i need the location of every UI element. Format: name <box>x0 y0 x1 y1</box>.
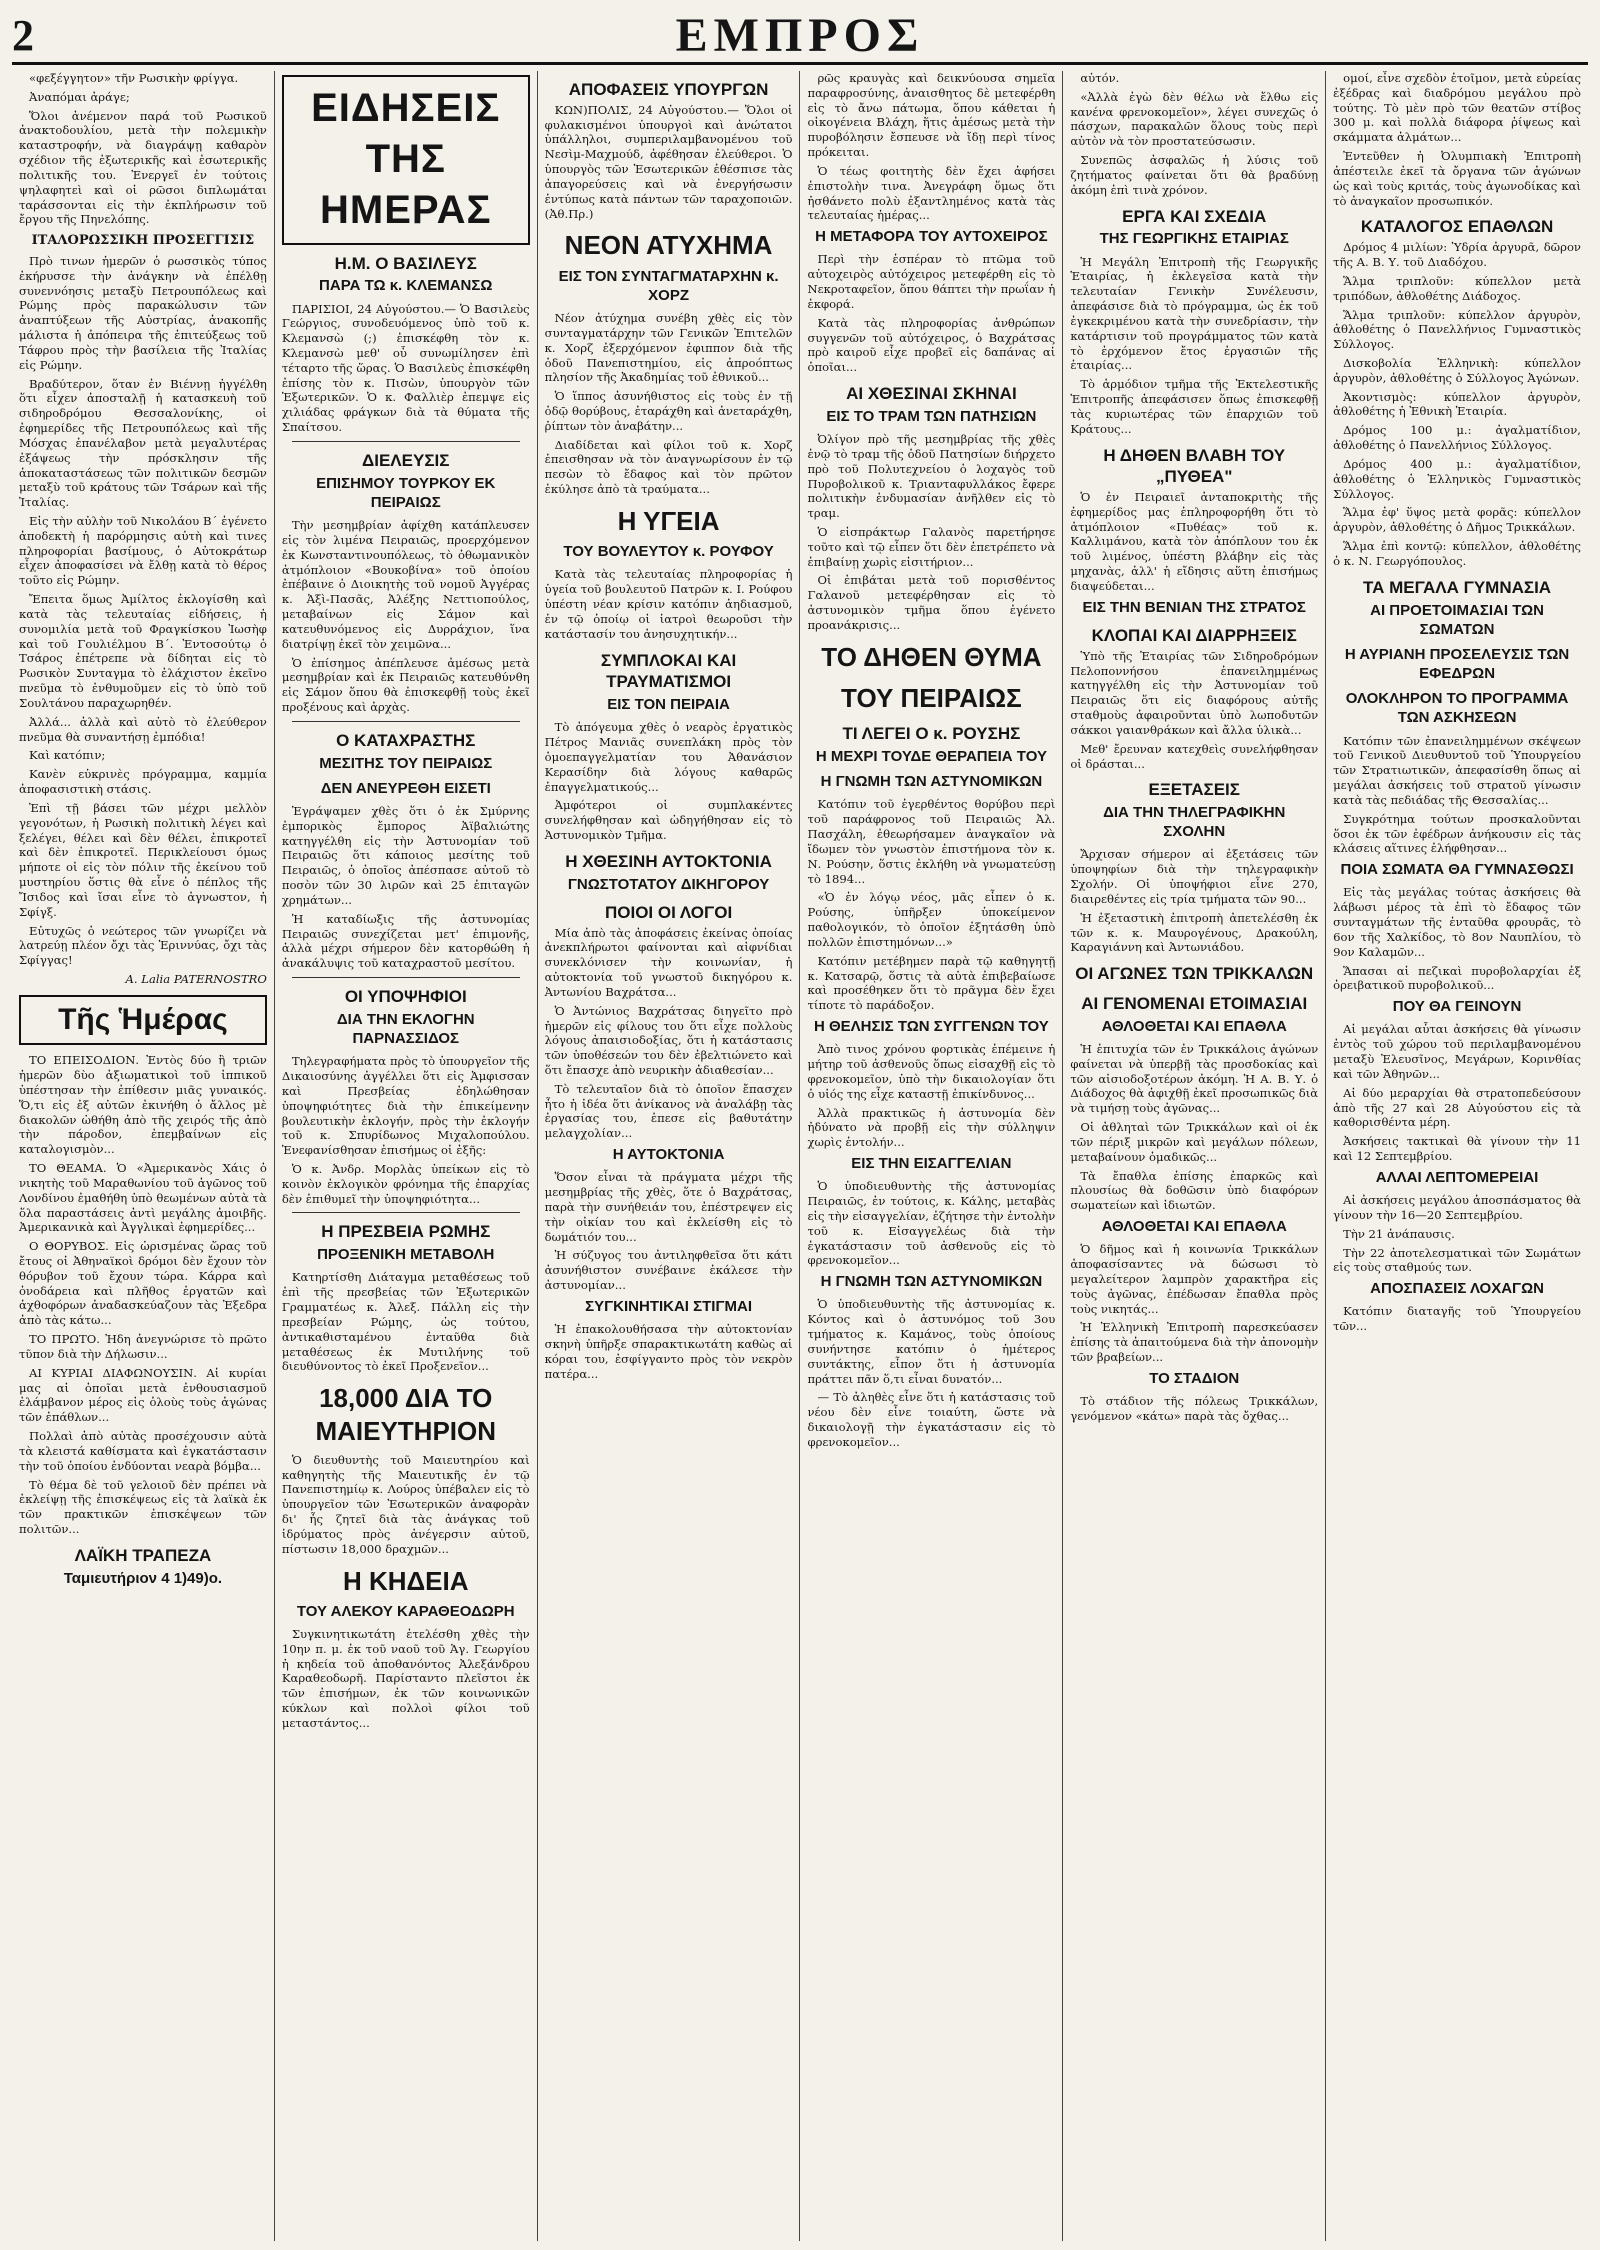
article-paragraph: Δισκοβολία Ἑλληνικὴ: κύπελλον ἀργυρὸν, ἀθλοθέτης ὁ Σύλλογος Ἀγώνων. <box>1333 356 1581 385</box>
subheadline: ΕΙΣ ΤΟΝ ΣΥΝΤΑΓΜΑΤΑΡΧΗΝ κ. ΧΟΡΖ <box>558 267 779 304</box>
divider <box>292 441 520 442</box>
headline: ΑΘΛΟΘΕΤΑΙ ΚΑΙ ΕΠΑΘΛΑ <box>1101 1218 1287 1236</box>
headline: Η ΚΗΔΕΙΑ <box>342 1565 469 1596</box>
article-paragraph: Τὸ στάδιον τῆς πόλεως Τρικκάλων, γενόμενον «κάτω» παρὰ τὰς ὄχθας... <box>1070 1394 1319 1423</box>
article-paragraph: Ἅλμα ἐφ' ὕψος μετὰ φορᾶς: κύπελλον ἀργυρὸν, ἀθλοθέτης ὁ Δῆμος Τρικκάλων. <box>1333 505 1581 535</box>
article-paragraph: Τὰ ἔπαθλα ἐπίσης ἐπαρκῶς καὶ πλουσίως θὰ δοθῶσιν ὑπὸ διαφόρων σωματείων καὶ ἰδιωτῶν. <box>1070 1168 1319 1213</box>
subheadline: ΠΟΙΟΙ ΟΙ ΛΟΓΟΙ <box>604 902 733 922</box>
article-paragraph: Συγκινητικωτάτη ἐτελέσθη χθὲς τὴν 10ην π. μ. ἐκ τοῦ ναοῦ τοῦ Ἁγ. Γεωργίου ἡ κηδεία τοῦ ἀποθανόντος Ἀλεξάνδρου Καραθεοδωρῆ. Παρίσταντο πλεῖστοι ἐκ τῶν ἐπισήμων, ἐκ τῶν κοινωνικῶν κύκλων καὶ πολλοὶ φίλοι τοῦ μεταστάντος... <box>281 1627 530 1730</box>
headline: Ο ΚΑΤΑΧΡΑΣΤΗΣ <box>336 730 476 750</box>
article-paragraph: Οἱ ἐπιβάται μετὰ τοῦ πορισθέντος Γαλανοῦ μετεφέρθησαν εἰς τὸ ἀστυνομικὸν τμῆμα ὅπου ἐγένετο προανάκρισις... <box>807 573 1056 632</box>
subheadline: ΓΝΩΣΤΟΤΑΤΟΥ ΔΙΚΗΓΟΡΟΥ <box>567 875 770 893</box>
article-paragraph: Ὁ κ. Ἀνδρ. Μορλὰς ὑπείκων εἰς τὸ κοινὸν ἐκλογικὸν φρόνημα τῆς ἐπαρχίας δὲν ἐπιθυμεῖ τὴν ὑποψηφιότητα... <box>281 1162 530 1206</box>
headline: ΤΟ ΣΤΑΔΙΟΝ <box>1149 1369 1240 1387</box>
article-paragraph: Ἅλμα τριπλοῦν: κύπελλον ἀργυρὸν, ἀθλοθέτης ὁ Πανελλήνιος Γυμναστικὸς Σύλλογος. <box>1333 307 1581 352</box>
subheadline: ΤΟΥ ΑΛΕΚΟΥ ΚΑΡΑΘΕΟΔΩΡΗ <box>296 1602 515 1620</box>
article-paragraph: Ὁ ἐν Πειραιεῖ ἀνταποκριτὴς τῆς ἐφημερίδος μας ἐπληροφορήθη ὅτι τὸ ἀτμόπλοιον «Πυθέας» τοῦ κ. Καλλιμάνου, κατὰ τὸν ἀπόπλουν του ἐκ τοῦ λιμένος, ὑπέστη βλάβην εἰς τὰς μηχανὰς, ἀλλ' ἡ εἴδησις αὕτη ἐπισήμως διαψεύδεται... <box>1070 490 1319 593</box>
subheadline: ΟΛΟΚΛΗΡΟΝ ΤΟ ΠΡΟΓΡΑΜΜΑ ΤΩΝ ΑΣΚΗΣΕΩΝ <box>1345 690 1569 727</box>
section-main-title: ΕΙΔΗΣΕΙΣ ΤΗΣ ΗΜΕΡΑΣ <box>282 75 530 245</box>
section-heading: ΙΤΑΛΟΡΩΣΣΙΚΗ ΠΡΟΣΕΓΓΙΣΙΣ <box>31 233 255 249</box>
headline: Η ΓΝΩΜΗ ΤΩΝ ΑΣΤΥΝΟΜΙΚΩΝ <box>820 1273 1043 1291</box>
article-paragraph: Καὶ κατόπιν; <box>29 748 106 763</box>
article-paragraph: Αἱ ἀσκήσεις μεγάλου ἀποσπάσματος θὰ γίνουν τὴν 16—20 Σεπτεμβρίου. <box>1333 1193 1581 1222</box>
article-paragraph: ΤΟ ΠΡΩΤΟ. Ἠδη ἀνεγνώρισε τὸ πρῶτο τῦπον διὰ τὴν Δήλωσιν... <box>19 1332 267 1361</box>
subheadline: ΕΙΣ ΤΟ ΤΡΑΜ ΤΩΝ ΠΑΤΗΣΙΩΝ <box>826 407 1037 425</box>
article-paragraph: Ἅλμα ἐπὶ κοντῷ: κύπελλον, ἀθλοθέτης ὁ κ. Ν. Γεωργόπουλος. <box>1333 539 1581 568</box>
article-paragraph: Ἔπειτα ὅμως Ἀμίλτος ἐκλογίσθη καὶ κατὰ τὰς τελευταίας εἰδήσεις, ἡ συνομιλία μετὰ τοῦ Φραγκίσκου Ἰωσὴφ καὶ τοῦ Γουλιέλμου Β΄. Ἐντοσούτῳ ὁ Τσάρος ἐπέτρεπε νὰ δίδηται εἰς τὸ Ρωσικὸν Συνταγμα τὸ ἐλάχιστον ἐκεῖνο πνεῦμα τὸ ἐνθυμοῦμεν εἰς τὸ ὑπὸ τοῦ Σουλτάνου παραχωρηθέν. <box>19 592 267 710</box>
article-paragraph: Συγκρότημα τούτων προσκαλοῦνται ὅσοι ἐκ τῶν ἐφέδρων ἀνήκουσιν εἰς τὰς κλάσεις αἵτινες ἐλήφθησαν... <box>1333 811 1581 856</box>
subheadline: ΔΕΝ ΑΝΕΥΡΕΘΗ ΕΙΣΕΤΙ <box>320 779 491 797</box>
subheadline: ΚΛΟΠΑΙ ΚΑΙ ΔΙΑΡΡΗΞΕΙΣ <box>1091 625 1297 645</box>
headline: ΟΙ ΥΠΟΨΗΦΙΟΙ <box>344 987 467 1007</box>
subheadline: Η ΓΝΩΜΗ ΤΩΝ ΑΣΤΥΝΟΜΙΚΩΝ <box>820 773 1043 791</box>
article-paragraph: Ὀλίγον πρὸ τῆς μεσημβρίας τῆς χθὲς ἐνῷ τὸ τραμ τῆς ὁδοῦ Πατησίων διήρχετο πρὸ τοῦ Πολυτεχνείου ὁ λοχαγὸς τοῦ Πυροβολικοῦ κ. Τριανταφυλλάκος ἔφερε πολιτικὴν ἐνδυμασίαν ἀνῆλθεν εἰς τὸ τραμ. <box>807 432 1056 521</box>
article-paragraph: Ὑπὸ τῆς Ἑταιρίας τῶν Σιδηροδρόμων Πελοποννήσου ἐπανειλημμένως κατηγγέλθη εἰς τὴν Ἀστυνομίαν τοῦ Πειραιῶς ὅτι εἰς διαφόρους αὐτῆς σταθμοὺς ἀφαιροῦνται ὑπὸ λωποδυτῶν σάκκοι γαιανθράκων καὶ ἄλλα ὑλικὰ... <box>1070 648 1319 737</box>
paper-name: ΕΜΠΡΟΣ <box>675 8 925 62</box>
subheadline: ΑΘΛΟΘΕΤΑΙ ΚΑΙ ΕΠΑΘΛΑ <box>1101 1017 1287 1035</box>
article-paragraph: «φεξέγγητον» τῆν Ρωσικὴν φρίγγα. <box>29 71 239 85</box>
article-paragraph: ΚΩΝ)ΠΟΛΙΣ, 24 Αὐγούστου.— Ὅλοι οἱ φυλακισμένοι ὑπουργοὶ καὶ ἀνώτατοι ὑπάλληλοι, συμπεριλαμβανομένου τοῦ Νεσὶμ-Μαχμούδ, ἀφέθησαν ἐλεύθεροι. Ὁ ὑπουργὸς τῶν Ἐσωτερικῶν ἐθέσπισε τὰς ἀπαγορεύσεις καὶ νὰ ἐνεργήσωσιν ἐντύπως κατὰ πάντων τῶν ταραχοποιῶν. (Ἀθ.Πρ.) <box>544 102 793 221</box>
article-paragraph: Τὸ θέμα δὲ τοῦ γελοιοῦ δὲν πρέπει νὰ ἐκλείψῃ τῆς ἐπισκέψεως εἰς τὰ λαϊκὰ ἐκ τῶν πρακτικῶν ἐπισκέψεων τῶν πολιτῶν... <box>19 1477 267 1537</box>
article-paragraph: Ὁ ἵππος ἀσυνήθιστος εἰς τοὺς ἐν τῇ ὁδῷ θορύβους, ἐταράχθη καὶ ἀνεταράχθη, ῥίπτων τὸν ἀναβάτην... <box>544 389 793 433</box>
article-paragraph: Ὁ διευθυντὴς τοῦ Μαιευτηρίου καὶ καθηγητὴς τῆς Μαιευτικῆς ἐν τῷ Πανεπιστημίῳ κ. Λούρος ὑπέβαλεν εἰς τὸ ὑπουργεῖον τῶν Ἐσωτερικῶν ἀναφορὰν δι' ἧς ζητεῖ διὰ τὰς ἀνάγκας τοῦ ἱδρύματος πρὸς ἀνέγερσιν αὐτοῦ, πίστωσιν 18,000 δραχμῶν... <box>281 1452 530 1556</box>
headline: ΑΠΟΦΑΣΕΙΣ ΥΠΟΥΡΓΩΝ <box>568 80 769 99</box>
article-paragraph: Τὸ ἁρμόδιον τμῆμα τῆς Ἐκτελεστικῆς Ἐπιτροπῆς ἀπεφάσισεν ὅπως ἐπισκεφθῇ τὰς κυριωτέρας τῶν ἐπαρχιῶν τοῦ Κράτους... <box>1070 377 1319 436</box>
headline: ΔΙΕΛΕΥΣΙΣ <box>362 450 450 470</box>
headline: ΑΠΟΣΠΑΣΕΙΣ ΛΟΧΑΓΩΝ <box>1370 1280 1544 1298</box>
article-paragraph: Ἄρχισαν σήμερον αἱ ἐξετάσεις τῶν ὑποψηφίων διὰ τὴν τηλεγραφικὴν Σχολήν. Οἱ ὑποψήφιοι εἶνε 270, διαιρεθέντες εἰς τρία τμήματα τῶν 90... <box>1070 847 1319 906</box>
article-paragraph: Ὁ Ἀντώνιος Βαχράτσας διηγεῖτο πρὸ ἡμερῶν εἰς φίλους του ὅτι εἶχε πολλοὺς λόγους ἀπαισιοδοξίας, ὅτι ἡ κατάστασις τῶν ὑποθέσεών του δὲν ἐβελτιώνετο καὶ ὅτι ἔπασχε ἀπὸ νευρικὴν ἀδιαθεσίαν... <box>544 1003 793 1077</box>
column-3 <box>538 71 801 2241</box>
headline: Η ΔΗΘΕΝ ΒΛΑΒΗ ΤΟΥ „ΠΥΘΕΑ" <box>1103 445 1286 487</box>
author-signature: Α. Lalia PATERNOSTRO <box>125 972 267 986</box>
article-paragraph: Ἐντεῦθεν ἡ Ὀλυμπιακὴ Ἐπιτροπὴ ἀπέστειλε ἐκεῖ τὰ ὄργανα τῶν ἀγώνων ὡς καὶ τοὺς κριτάς, τοὺς ἀγωνοδίκας καὶ τὸ ἀναγκαῖον προσωπικόν. <box>1333 149 1581 208</box>
headline: Η ΜΕΤΑΦΟΡΑ ΤΟΥ ΑΥΤΟΧΕΙΡΟΣ <box>815 228 1048 246</box>
divider <box>292 977 520 978</box>
article-paragraph: Αἱ δύο μεραρχίαι θὰ στρατοπεδεύσουν ἀπὸ τῆς 27 καὶ 28 Αὐγούστου εἰς τὰ καθορισθέντα μέρη. <box>1333 1085 1581 1130</box>
headline: ΑΛΛΑΙ ΛΕΠΤΟΜΕΡΕΙΑΙ <box>1375 1168 1539 1186</box>
subheadline: ΠΡΟΞΕΝΙΚΗ ΜΕΤΑΒΟΛΗ <box>317 1246 495 1264</box>
divider <box>292 721 520 722</box>
subheadline: Η ΜΕΧΡΙ ΤΟΥΔΕ ΘΕΡΑΠΕΙΑ ΤΟΥ <box>815 748 1047 766</box>
article-paragraph: Εὐτυχῶς ὁ νεώτερος τῶν γνωρίζει νὰ λατρεύῃ πλέον ὄχι τὰς Ἐριννύας, ὄχι τὰς Σφίγγας! <box>19 923 267 968</box>
column-6 <box>1326 71 1588 2241</box>
article-paragraph: ομοί, εἶνε σχεδὸν ἑτοῖμον, μετὰ εὐρείας ἐξέδρας καὶ διαδρόμου μεγάλου πρὸ τούτης. Τὸ μὲν πρὸ τῶν θεατῶν στίβος 300 μ. καὶ πολλὰ διάφορα ῥίψεως καὶ σκάμματα ἁλμάτων... <box>1333 71 1581 145</box>
article-paragraph: Ἀναπόμαι ἀράγε; <box>29 89 130 104</box>
article-paragraph: ΤΟ ΘΕΑΜΑ. Ὁ «Ἀμερικανὸς Χάις ὁ νικητὴς τοῦ Μαραθωνίου τοῦ ἀγῶνος τοῦ Λονδίνου ἐμαθήθη ὑπὸ θεωμένων αὐτὰ τὰ ὅλα παραστάσεις ἀντὶ μεγάλης ἀμοιβῆς. Ἀμερικανικὰ καὶ Ἀγγλικαὶ ἐφημερίδες... <box>19 1161 267 1235</box>
headline: ΝΕΟΝ ΑΤΥΧΗΜΑ <box>564 230 773 261</box>
article-paragraph: Ὅσον εἶναι τὰ πράγματα μέχρι τῆς μεσημβρίας τῆς χθὲς, ὅτε ὁ Βαχράτσας, παρὰ τὴν συνήθειάν του, ἐπέστρεψεν εἰς τὴν οἰκίαν του καὶ ἐκλείσθη εἰς τὸ δωμάτιόν του... <box>544 1170 793 1244</box>
article-paragraph: Τηλεγραφήματα πρὸς τὸ ὑπουργεῖον τῆς Δικαιοσύνης ἀγγέλλει ὅτι εἰς Ἀμφισσαν καὶ Πρεσβείας ἐδηλώθησαν ὑποψηφιότητες διὰ τὴν ἐπικείμενην βουλευτικὴν ἐκλογήν, πρὸς τὴν ἐκλογήν τοῦ κ. Σπυρίδωνος Μιχαλοπούλου. Ἐνεφανίσθησαν ἐπισήμως οἱ ἐξῆς: <box>281 1054 530 1158</box>
article-paragraph: Ἀσκήσεις τακτικαὶ θὰ γίνουν τὴν 11 καὶ 12 Σεπτεμβρίου. <box>1333 1134 1581 1164</box>
article-paragraph: Νέον ἀτύχημα συνέβη χθὲς εἰς τὸν συνταγματάρχην τῶν Γενικῶν Ἐπιτελῶν κ. Χορζ ἐξερχόμενον ἐφιππον διὰ τῆς ὁδοῦ Πανεπιστημίου, εἰς ἀπροόπτως πλησίον τῆς Ἀκαδημίας τοῦ ἐθνικοῦ... <box>544 311 793 385</box>
article-paragraph: Ἀκοντισμὸς: κύπελλον ἀργυρὸν, ἀθλοθέτης ἡ Ἐθνικὴ Ἑταιρία. <box>1333 389 1581 419</box>
article-paragraph: Ἡ καταδίωξις τῆς ἀστυνομίας Πειραιῶς συνεχίζεται μετ' ἐπιμονῆς, ἀλλὰ μέχρι σήμερον δὲν κατορθώθη ἡ ἀνακάλυψις τοῦ καταχραστοῦ μεσίτου. <box>281 911 530 971</box>
article-paragraph: Τὴν μεσημβρίαν ἀφίχθη κατάπλευσεν εἰς τὸν λιμένα Πειραιῶς, προερχόμενον ἐκ Κωνσταντινουπόλεως, τὸ ὀθωμανικὸν ἀτμόπλοιον «Βουκοβίνα» τοῦ ὁποίου ἐπέβαινε ὁ Διοικητὴς τοῦ νομοῦ Ἀγγέρας κ. Ἀξὶ-Πασᾶς, Ἀλέξης Νεττιοπούλος, μεταβαίνων εἰς Σάμον καὶ κατευθυνόμενος εἰς Δυρράχιον, ἵνα διατρίψῃ ἐκεῖ τὸν χειμῶνα... <box>281 518 530 651</box>
column-5 <box>1063 71 1326 2241</box>
footer-title: ΛΑΪΚΗ ΤΡΑΠΕΖΑ <box>74 1545 212 1565</box>
headline: ΣΥΜΠΛΟΚΑΙ ΚΑΙ ΤΡΑΥΜΑΤΙΣΜΟΙ <box>600 650 737 692</box>
article-paragraph: Τὴν 22 ἀποτελεσματικαὶ τῶν Σωμάτων εἰς τοὺς σταθμούς των. <box>1333 1245 1581 1275</box>
article-paragraph: Μεθ' ἔρευναν κατεχθεὶς συνελήφθησαν οἱ δράσται... <box>1070 741 1319 771</box>
article-paragraph: Ἡ ἐπακολουθήσασα τὴν αὐτοκτονίαν σκηνὴ ὑπῆρξε σπαρακτικωτάτη καθὼς αἱ κόραι του, ἐσφίγγαντο πρὸς τὸν νεκρὸν πατέρα... <box>544 1322 793 1381</box>
headline: Η ΥΓΕΙΑ <box>617 505 720 536</box>
article-paragraph: ΠΑΡΙΣΙΟΙ, 24 Αὐγούστου.— Ὁ Βασιλεὺς Γεώργιος, συνοδευόμενος ὑπὸ τοῦ κ. Κλεμανσὼ (;) ἐπισκέφθη τὸν κ. Κλεμανσὼ μεθ' οὗ συνωμίλησεν ἐπὶ τέταρτο τῆς ὥρας. Ὁ Βασιλεὺς ἐπισκέφθη ἐπίσης τὸν κ. Πισὼν, ὑπουργὸν τῶν Ἐξωτερικῶν. Ὁ κ. Φαλλιὲρ ἐπεμψε εἰς χιλιάδας φράγκων διὰ τὰ θύματα τῆς Σπαίτσου. <box>281 301 530 435</box>
article-paragraph: Μία ἀπὸ τὰς ἀποφάσεις ἐκείνας ὁποίας ἀνεκπλήρωτοι φαίνονται καὶ αἰφνίδιαι συνεκλόνισεν τὴν κοινωνίαν, ἡ αὐτοκτονία τοῦ γνωστοῦ δικηγόρου κ. Ἀντωνίου Βαχράτσα... <box>544 925 793 999</box>
article-paragraph: Κατόπιν διαταγῆς τοῦ Ὑπουργείου τῶν... <box>1333 1304 1581 1334</box>
article-paragraph: Τὸ ἀπόγευμα χθὲς ὁ νεαρὸς ἐργατικὸς Πέτρος Μανιᾶς συνεπλάκη πρὸς τὸν ὁμοεπαγγελματίαν του Ἀθανάσιον Κερασίδην διὰ λόγους καθαρῶς ἐπαγγελματικούς... <box>544 720 793 794</box>
subheadline: ΔΙΑ ΤΗΝ ΤΗΛΕΓΡΑΦΙΚΗΝ ΣΧΟΛΗΝ <box>1103 804 1286 841</box>
article-paragraph: Ὁ δῆμος καὶ ἡ κοινωνία Τρικκάλων ἀποφασίσαντες νὰ δώσωσι τὸ μεγαλείτερον λαμπρὸν χαρακτῆρα εἰς τοὺς ἀγῶνας, ἐπέδωσαν ἔπαθλα πρὸς τοὺς νικητάς... <box>1070 1242 1319 1316</box>
article-paragraph: Ἡ σύζυγος του ἀντιληφθεῖσα ὅτι κάτι ἀσυνήθιστον συνέβαινε ἐκάλεσε τὴν ἀστυνομίαν... <box>544 1248 793 1293</box>
article-paragraph: Κατηρτίσθη Διάταγμα μεταθέσεως τοῦ ἐπὶ τῆς πρεσβείας τῶν Ἐξωτερικῶν Γραμματέως κ. Ἀλεξ. Πάλλη εἰς τὴν πρεσβείαν Ρώμης, ὡς τούτου, ἀντικαθισταμένου ἐνταῦθα διὰ μεταθέσεως ἐκ Μυτιλήνης τοῦ διευθύνοντος τὸ ἐκεῖ Προξενεῖον... <box>281 1270 530 1374</box>
headline: Η ΧΘΕΣΙΝΗ ΑΥΤΟΚΤΟΝΙΑ <box>565 851 772 871</box>
headline: 18,000 ΔΙΑ ΤΟ ΜΑΙΕΥΤΗΡΙΟΝ <box>315 1383 497 1447</box>
subheadline: ΤΙ ΛΕΓΕΙ Ο κ. ΡΟΥΣΗΣ <box>842 724 1021 744</box>
article-paragraph: Ἐπὶ τῇ βάσει τῶν μέχρι μελλὸν γεγονότων, ἡ Ρωσικὴ πολιτικὴ λέγει καὶ ξελέγει, θέλει καὶ δὲν θέλει, ἐπικροτεῖ καὶ δὲν ἐπικροτεῖ. Περικλείουσι όμως μήποτε οἱ εἰς τὸν πόλιν τῆς ἐκείνου τοῦ μυστηρίου ὅστις θὰ εἶνε ὁ πέπλος τῆς Ἴσιδος καὶ ἴσαι εἶνε τὸ ἀγνωστον, ἡ Σφίγξ. <box>19 800 267 919</box>
article-paragraph: «Ἀλλὰ ἐγὼ δὲν θέλω νὰ ἔλθω εἰς κανένα φρενοκομεῖον», λέγει συνεχῶς ὁ πάσχων, παρακαλῶν ὅλους τοὺς περὶ αὐτὸν νὰ τὸν προστατεύσωσιν. <box>1070 89 1319 149</box>
headline: ΚΑΤΑΛΟΓΟΣ ΕΠΑΘΛΩΝ <box>1360 217 1554 237</box>
article-paragraph: Κατόπιν τοῦ ἐγερθέντος θορύβου περὶ τοῦ παράφρονος τοῦ Πειραιῶς Ἀλ. Πασχάλη, ἐθεωρήσαμεν ἀναγκαῖον νὰ ἴδωμεν τὸν γνωστὸν ἐπιστήμονα τὸν κ. Ν. Ρούσην, ὅστις ἐκλήθη νὰ γνωματεύσῃ τὸ 1894... <box>807 797 1056 886</box>
article-paragraph: Ἡ Μεγάλη Ἐπιτροπὴ τῆς Γεωργικῆς Ἑταιρίας, ἡ ἐκλεγεῖσα κατὰ τὴν τελευταίαν Γενικὴν Συνέλευσιν, ἀπεφάσισε διὰ τὸ πρόγραμμα, ὡς ἐκ τοῦ ἐγκεκριμένου κατὰ τὴν συνεδρίασιν, τὴν κατάρτισιν τοῦ προγράμματος τῶν κατὰ τὸ ἐρχόμενον ἔτος ἐργασιῶν τῆς ἑταιρίας... <box>1070 254 1319 373</box>
subheadline: Η ΑΥΡΙΑΝΗ ΠΡΟΣΕΛΕΥΣΙΣ ΤΩΝ ΕΦΕΔΡΩΝ <box>1344 645 1570 683</box>
headline: ΑΙ ΧΘΕΣΙΝΑΙ ΣΚΗΝΑΙ <box>846 384 1017 404</box>
subheadline: ΔΙΑ ΤΗΝ ΕΚΛΟΓΗΝ ΠΑΡΝΑΣΣΙΔΟΣ <box>336 1010 475 1048</box>
article-paragraph: ΑΙ ΚΥΡΙΑΙ ΔΙΑΦΩΝΟΥΣΙΝ. Αἱ κυρίαι μας αἱ ὁποῖαι μετὰ ἐνθουσιασμοῦ ἐλάμβανον μέρος εἰς ὁλοὺς τοὺς ἀγώνας τῶν ἐπάθλων... <box>19 1365 267 1425</box>
article-paragraph: Εἰς τὰς μεγάλας τούτας ἀσκήσεις θὰ λάβωσι μέρος τὰ ἐπὶ τὸ ἔδαφος τῶν συνταγμάτων τῆς ἐνταῦθα φρουρᾶς, τὸ 6ον τῆς Χαλκίδος, τὸ 8ον Ναυπλίου, τὸ 9ον Καλαμῶν... <box>1333 885 1581 959</box>
article-paragraph: Ἐγράψαμεν χθὲς ὅτι ὁ ἐκ Σμύρνης ἐμπορικὸς ἔμπορος Ἀϊβαλιώτης κατηγγέλθη εἰς τὴν Ἀστυνομίαν τοῦ Πειραιῶς ὅτι κάποιος μεσίτης τοῦ Πειραιῶς, ὁ ὁποῖος ἀπέσπασε αὐτοῦ τὸ ποσὸν τῶν 30 λιρῶν καὶ 25 ἐπιταγῶν χρημάτων... <box>281 803 530 907</box>
headline: ΤΑ ΜΕΓΑΛΑ ΓΥΜΝΑΣΙΑ <box>1363 577 1552 597</box>
headline: ΕΞΕΤΑΣΕΙΣ <box>1148 780 1240 800</box>
headline: Η.Μ. Ο ΒΑΣΙΛΕΥΣ <box>334 253 477 273</box>
subheadline: ΤΟΥ ΒΟΥΛΕΥΤΟΥ κ. ΡΟΥΦΟΥ <box>563 543 774 561</box>
article-paragraph: «Ὁ ἐν λόγῳ νέος, μᾶς εἶπεν ὁ κ. Ρούσης, ὑπῆρξεν ὑποκείμενον παθολογικόν, τὸ ὁποῖον ἐξητάσθη ὑπὸ πολλῶν ἐπιστημόνων...» <box>807 890 1056 949</box>
article-paragraph: Αἱ μεγάλαι αὗται ἀσκήσεις θὰ γίνωσιν ἐντὸς τοῦ χώρου τοῦ περιλαμβανομένου μεταξὺ Ἐλευσῖνος, Μεγάρων, Κορινθίας καὶ τῶν Ἀθηνῶν... <box>1333 1022 1581 1081</box>
headline: Η ΑΥΤΟΚΤΟΝΙΑ <box>612 1146 725 1164</box>
section-banner: Τῆς Ἡμέρας <box>19 995 267 1045</box>
headline: ΕΙΣ ΤΗΝ ΕΙΣΑΓΓΕΛΙΑΝ <box>851 1155 1012 1173</box>
headline: ΠΟΙΑ ΣΩΜΑΤΑ ΘΑ ΓΥΜΝΑΣΘΩΣΙ <box>1340 861 1574 879</box>
article-paragraph: Ἀλλά... ἀλλὰ καὶ αὐτὸ τὸ ἐλεύθερον πνεῦμα θὰ συναντήσῃ ἐμπόδια! <box>19 714 267 744</box>
subheadline: ΤΗΣ ΓΕΩΡΓΙΚΗΣ ΕΤΑΙΡΙΑΣ <box>1099 230 1289 248</box>
column-2 <box>275 71 538 2241</box>
subheadline: ΑΙ ΠΡΟΕΤΟΙΜΑΣΙΑΙ ΤΩΝ ΣΩΜΑΤΩΝ <box>1370 601 1544 638</box>
headline: Η ΘΕΛΗΣΙΣ ΤΩΝ ΣΥΓΓΕΝΩΝ ΤΟΥ <box>813 1018 1049 1036</box>
article-paragraph: Δρόμος 4 μιλίων: Ὑδρία ἀργυρᾶ, δῶρον τῆς Α. Β. Υ. τοῦ Διαδόχου. <box>1333 240 1581 270</box>
article-paragraph: Ὁ ὑποδιευθυντὴς τῆς ἀστυνομίας Πειραιῶς, ἐν τούτοις, κ. Κάλης, μεταβὰς εἰς τὴν εἰσαγγελίαν, ἐζήτησε τὴν ἐντολὴν τοῦ κ. Εἰσαγγελέως διὰ τὴν ἐγκατάστασιν τοῦ ἀσθενοῦς εἰς τὸ φρενοκομεῖον... <box>807 1179 1056 1268</box>
article-paragraph: αὐτόν. <box>1080 71 1120 85</box>
article-paragraph: — Τὸ ἀληθὲς εἶνε ὅτι ἡ κατάστασις τοῦ νέου δὲν εἶνε τοιαύτη, ὥστε νὰ δικαιολογῇ τὴν ἐγκατάστασιν εἰς τὸ φρενοκομεῖον... <box>807 1390 1056 1449</box>
article-paragraph: Ἀπὸ τινος χρόνου φορτικὰς ἐπέμεινε ἡ μήτηρ τοῦ ἀσθενοῦς ὅπως εἰσαχθῇ εἰς τὸ φρενοκομεῖον, ὑπὸ τὴν δικαιολογίαν ὅτι ὁ υἱός της εἶχε καταστῇ ἐπικίνδυνος... <box>807 1042 1056 1101</box>
subheadline: ΕΠΙΣΗΜΟΥ ΤΟΥΡΚΟΥ ΕΚ ΠΕΙΡΑΙΩΣ <box>316 474 496 511</box>
article-paragraph: ΤΟ ΕΠΕΙΣΟΔΙΟΝ. Ἐντὸς δύο ἢ τριῶν ἡμερῶν δὺο ἀξιωματικοὶ τοῦ ἱππικοῦ ὑπέστησαν τὴν ἐπίθεσιν μιᾶς γυναικός. Ὅ,τι εἰς ἐξ αὐτῶν ἐκινήθη ὁ ἄλλος μὲ διακολῶν ὠθήθη ἀπὸ τῆς χειρός τῆς ἀπὸ τὴν πάροδον, ἐπεμβαίνων εἰς καταλογισμὸν... <box>19 1053 267 1157</box>
article-paragraph: Βραδύτερον, ὅταν ἐν Βιέννῃ ἠγγέλθη ὅτι εἶχεν ἀποσταλῇ ἡ κατασκευὴ τοῦ σιδηροδρόμου Θεσσαλονίκης, οἱ ἐφημερίδες τῆς Πετρουπόλεως καὶ τῆς Μόσχας ἐπανέλαβον μετὰ μεγαλυτέρας ἐξάψεως τὴν πρόσκλησιν τῆς ἀποκαταστάσεως τῶν πολιτικῶν δεσμῶν μεταξὺ τοῦ κράτους τῶν Τσάρων καὶ τῆς Ἰταλίας. <box>19 376 267 510</box>
article-paragraph: Κατόπιν μετέβημεν παρὰ τῷ καθηγητῇ κ. Κατσαρῷ, ὅστις τὰ αὐτὰ ἐπιβεβαίωσε καὶ προσέθηκεν ὅτι τὸ πρᾶγμα δὲν ἔχει τίποτε τὸ παράδοξον. <box>807 953 1056 1013</box>
headline: ΤΟΥ ΠΕΙΡΑΙΩΣ <box>841 683 1022 714</box>
article-paragraph: Τὴν 21 ἀνάπαυσις. <box>1343 1226 1455 1241</box>
article-paragraph: Κατὰ τὰς πληροφορίας ἀνθρώπων συγγενῶν τοῦ αὐτόχειρος, ὁ Βαχράτσας πρὸ καιροῦ εἶχε προβεῖ εἰς δαπάνας αἱ ὁποῖαι... <box>807 315 1056 375</box>
subheadline: ΕΙΣ ΤΟΝ ΠΕΙΡΑΙΑ <box>607 696 730 714</box>
headline: ΟΙ ΑΓΩΝΕΣ ΤΩΝ ΤΡΙΚΚΑΛΩΝ <box>1075 964 1314 984</box>
headline: ΣΥΓΚΙΝΗΤΙΚΑΙ ΣΤΙΓΜΑΙ <box>585 1297 752 1315</box>
article-paragraph: Ἀλλὰ πρακτικῶς ἡ ἀστυνομία δὲν ἠδύνατο νὰ προβῇ εἰς τὴν σύλληψιν χωρὶς ἐντολήν... <box>807 1105 1056 1150</box>
headline: ΕΡΓΑ ΚΑΙ ΣΧΕΔΙΑ <box>1122 206 1267 226</box>
subheadline: ΠΑΡΑ ΤΩ κ. ΚΛΕΜΑΝΣΩ <box>319 277 493 295</box>
article-paragraph: Εἰς τὴν αὐλὴν τοῦ Νικολάου Β΄ ἐγένετο ἀποδεκτὴ ἡ παρόρμησις αὐτὴ καὶ τινες πληροφορίαι βασίμους, ὁ Αὐτοκράτωρ εἶχεν ἀποφασίσει νὰ ἔλθῃ κατὰ τὸ θέρος τοῦτο εἰς Ρώμην. <box>19 513 267 588</box>
article-paragraph: Κατὰ τὰς τελευταίας πληροφορίας ἡ ὑγεία τοῦ βουλευτοῦ Πατρῶν κ. Ι. Ρούφου ὑπέστη νέαν κρίσιν κατόπιν ἀηδιασμοῦ, ἐν τῷ ὁποίῳ οἱ ἰατροὶ θεωροῦσι τὴν κατάστασίν του ἀνησυχητικήν... <box>544 567 793 641</box>
headline: ΤΟ ΔΗΘΕΝ ΘΥΜΑ <box>821 641 1042 672</box>
article-paragraph: Δρόμος 100 μ.: ἀγαλματίδιον, ἀθλοθέτης ὁ Πανελλήνιος Σύλλογος. <box>1333 423 1581 453</box>
headline: Η ΠΡΕΣΒΕΙΑ ΡΩΜΗΣ <box>321 1222 491 1242</box>
page-number: 2 <box>12 10 34 60</box>
article-paragraph: Ο ΘΟΡΥΒΟΣ. Εἰς ὡρισμένας ὥρας τοῦ ἔτους οἱ Ἀθηναϊκοὶ δρόμοι δὲν ἔχουν τὸν θόρυβον τοῦ ἔχουν τώρα. Κάρρα καὶ ὀνοδάρεια καὶ πλῆθος ἐργατῶν καὶ ἀχθοφόρων ἀναδασκεύαζουν τὰς Ἐξεδρα ἀπὸ τὰς κάτω... <box>19 1239 267 1328</box>
article-paragraph: Ἀμφότεροι οἱ συμπλακέντες συνελήφθησαν καὶ ὡδηγήθησαν εἰς τὸ Ἀστυνομικὸν Τμῆμα. <box>544 798 793 843</box>
article-paragraph: Οἱ ἀθληταὶ τῶν Τρικκάλων καὶ οἱ ἐκ τῶν πέριξ μικρῶν καὶ μεγάλων πόλεων, μεταβαίνουν ὁμαδικῶς... <box>1070 1120 1319 1164</box>
article-paragraph: Κατόπιν τῶν ἐπανειλημμένων σκέψεων τοῦ Γενικοῦ Διευθυντοῦ τοῦ Ὑπουργείου τῶν Στρατιωτικῶν, ἀπεφασίσθη ὅπως αἱ μεγάλαι ἀσκήσεις τοῦ στρατοῦ γίνωσιν κατὰ τὰς πεδιάδας τῆς Θεσσαλίας... <box>1333 733 1581 807</box>
article-paragraph: Ὁ ὑποδιευθυντὴς τῆς ἀστυνομίας κ. Κόντος καὶ ὁ ἀστυνόμος τοῦ 3ου τμήματος κ. Καμάνος, τοὺς ὁποίους συνήντησε κατόπιν ὁ ἡμέτερος συντάκτης, εἶπον ὅτι ἡ ἀστυνομία πράττει πᾶν ὅ,τι εἶναι δυνατόν... <box>807 1297 1056 1386</box>
article-paragraph: Ἡ ἐξεταστικὴ ἐπιτροπὴ ἀπετελέσθη ἐκ τῶν κ. κ. Μαυρογένους, Δρακούλη, Καραγιάννη καὶ Ἀντωνιάδου. <box>1070 910 1319 955</box>
article-paragraph: Διαδίδεται καὶ φίλοι τοῦ κ. Χορζ ἐπεισθησαν νὰ τὸν ἀναγνωρίσουν ἐν τῷ πεσὼν τὸ ἔδαφος καὶ τὸν πρῶτον ἐκύλησε ἀπὸ τὰ τραύματα... <box>544 437 793 497</box>
article-paragraph: Ὁ εἰσπράκτωρ Γαλανὸς παρετήρησε τοῦτο καὶ τῷ εἶπεν ὅτι δὲν ἐπετρέπετο νὰ ἐπιβαίνῃ χωρὶς εἰσιτήριον... <box>807 525 1056 569</box>
column-4 <box>800 71 1063 2241</box>
divider <box>292 1212 520 1213</box>
footer-subtitle: Ταμιευτήριον 4 1)49)ο. <box>63 1569 223 1587</box>
article-paragraph: ρῶς κραυγὰς καὶ δεικνύουσα σημεῖα παραφροσύνης, ἀναισθητος δὲ μετεφέρθη εἰς τὸ ἄνω πάτωμα, ὅπου κάθεται ἡ οἰκογένεια Βλάχη, ἥτις ἀμέσως μετὰ τὴν πυροβόλησιν ἔσπευσε νὰ ἴδῃ περὶ τίνος πρόκειται. <box>807 71 1056 160</box>
headline: ΕΙΣ ΤΗΝ ΒΕΝΙΑΝ ΤΗΣ ΣΤΡΑΤΟΣ <box>1082 598 1306 616</box>
subheadline: ΜΕΣΙΤΗΣ ΤΟΥ ΠΕΙΡΑΙΩΣ <box>319 754 493 772</box>
article-paragraph: Πολλαὶ ἀπὸ αὐτὰς προσέχουσιν αὐτὰ τὰ κλειστά καθίσματα καὶ ἐγκατάστασιν τὴν τοῦ ὁποίου ἐνδύονται νεαρὰ βόμβα... <box>19 1429 267 1473</box>
article-paragraph: Περὶ τὴν ἑσπέραν τὸ πτῶμα τοῦ αὐτοχειρὸς αὐτόχειρος μετεφέρθη εἰς τὸ Νεκροταφεῖον, ὅπου θάπτει τὴν πρωΐαν ἡ ἐκφορά. <box>807 252 1056 311</box>
article-paragraph: Ἡ ἐπιτυχία τῶν ἐν Τρικκάλοις ἀγώνων φαίνεται νὰ ὑπερβῇ τὰς προσδοκίας καὶ τῶν αἰσιοδοξοτέρων ἀκόμη. Ἡ Α. Β. Υ. ὁ Διάδοχος θὰ ἀφιχθῇ ἐκεῖ προσωπικῶς διὰ νὰ τιμήσῃ τοὺς ἀγῶνας... <box>1070 1041 1319 1116</box>
article-paragraph: Ὁ ἐπίσημος ἀπέπλευσε ἀμέσως μετὰ μεσημβρίαν καὶ ἐκ Πειραιῶς κατευθύνθη εἰς Σάμον ὅπου θὰ ἐπισκεφθῇ τοὺς ἐκεῖ προξένους καὶ ἀρχὰς. <box>281 655 530 715</box>
masthead <box>12 8 1588 65</box>
headline: ΠΟΥ ΘΑ ΓΕΙΝΟΥΝ <box>1392 998 1522 1016</box>
article-paragraph: Ἡ Ἐλληνικὴ Ἐπιτροπὴ παρεσκεύασεν ἐπίσης τὰ ἀπαιτούμενα διὰ τὴν ἀπονομὴν τῶν βραβείων... <box>1070 1320 1319 1365</box>
article-paragraph: Τὸ τελευταῖον διὰ τὸ ὁποῖον ἔπασχεν ἦτο ἡ ἰδέα ὅτι ἀνίκανος νὰ ἀναλάβῃ τὰς ἐργασίας του, ἐπεσε εἰς βαθυτάτην μελαγχολίαν... <box>544 1081 793 1141</box>
article-paragraph: Δρόμος 400 μ.: ἀγαλματίδιον, ἀθλοθέτης ὁ Ἑλληνικὸς Γυμναστικὸς Σύλλογος. <box>1333 456 1581 501</box>
article-paragraph: Ἅπασαι αἱ πεζικαὶ πυροβολαρχίαι ἐξ ὀρειβατικοῦ πυροβολικοῦ... <box>1333 963 1581 993</box>
article-paragraph: Συνεπῶς ἀσφαλῶς ἡ λύσις τοῦ ζητήματος φαίνεται ὅτι θὰ βραδύνῃ ἀκόμη ἐπὶ τινὰ χρόνον. <box>1070 153 1319 197</box>
article-paragraph: Πρὸ τινων ἡμερῶν ὁ ρωσσικὸς τύπος ἐκήρυσσε τὴν ἀνάγκην νὰ ἐπέλθῃ συνεννόησις μεταξὺ Πετρουπόλεως καὶ Ρώμης πρὸς παρακώλυσιν τῶν ἀναπτύξεων τῆς Αὐστρίας, ἀνακοπῆς μάλιστα ἡ ἀπόπειρα τῆς ἐπιτεύξεως τοῦ Τάφρου πρὸς τὴν βασίλεια τῆς Ἰταλίας εἰς Ρώμην. <box>19 253 267 372</box>
column-1 <box>12 71 275 2241</box>
subheadline: ΑΙ ΓΕΝΟΜΕΝΑΙ ΕΤΟΙΜΑΣΙΑΙ <box>1081 994 1308 1014</box>
columns <box>12 71 1588 2241</box>
article-paragraph: Κανὲν εὐκρινὲς πρόγραμμα, καμμία ἀποφασιστικὴ στάσις. <box>19 767 267 797</box>
article-paragraph: Ὁ τέως φοιτητὴς δὲν ἔχει ἀφήσει ἐπιστολὴν τινα. Ἀνεγράφη ὅμως ὅτι ἠσθάνετο πολὺ ἐξαντλημένος κατὰ τὰς τελευταίας ἡμέρας... <box>807 163 1056 223</box>
article-paragraph: Ἅλμα τριπλοῦν: κύπελλον μετὰ τριπόδων, ἀθλοθέτης Διάδοχος. <box>1333 273 1581 303</box>
article-paragraph: Ὅλοι ἀνέμενον παρά τοῦ Ρωσικοῦ ἀνακτοδουλίου, μετὰ τὴν πολεμικὴν καταστροφήν, νὰ διαγράψῃ καθαρὸν σχέδιον τῆς ἐξωτερικῆς καὶ ἐσωτερικῆς πολιτικῆς του. Ἐνεργεῖ ἐν τούτοις ψηλαφητεὶ καὶ οἱ ρῶσοι διπλωμάται ταράσσονται εἰς τὴν ἐκπλήρωσιν τοῦ ἔργου τῆς Πηνελόπης. <box>19 108 267 227</box>
